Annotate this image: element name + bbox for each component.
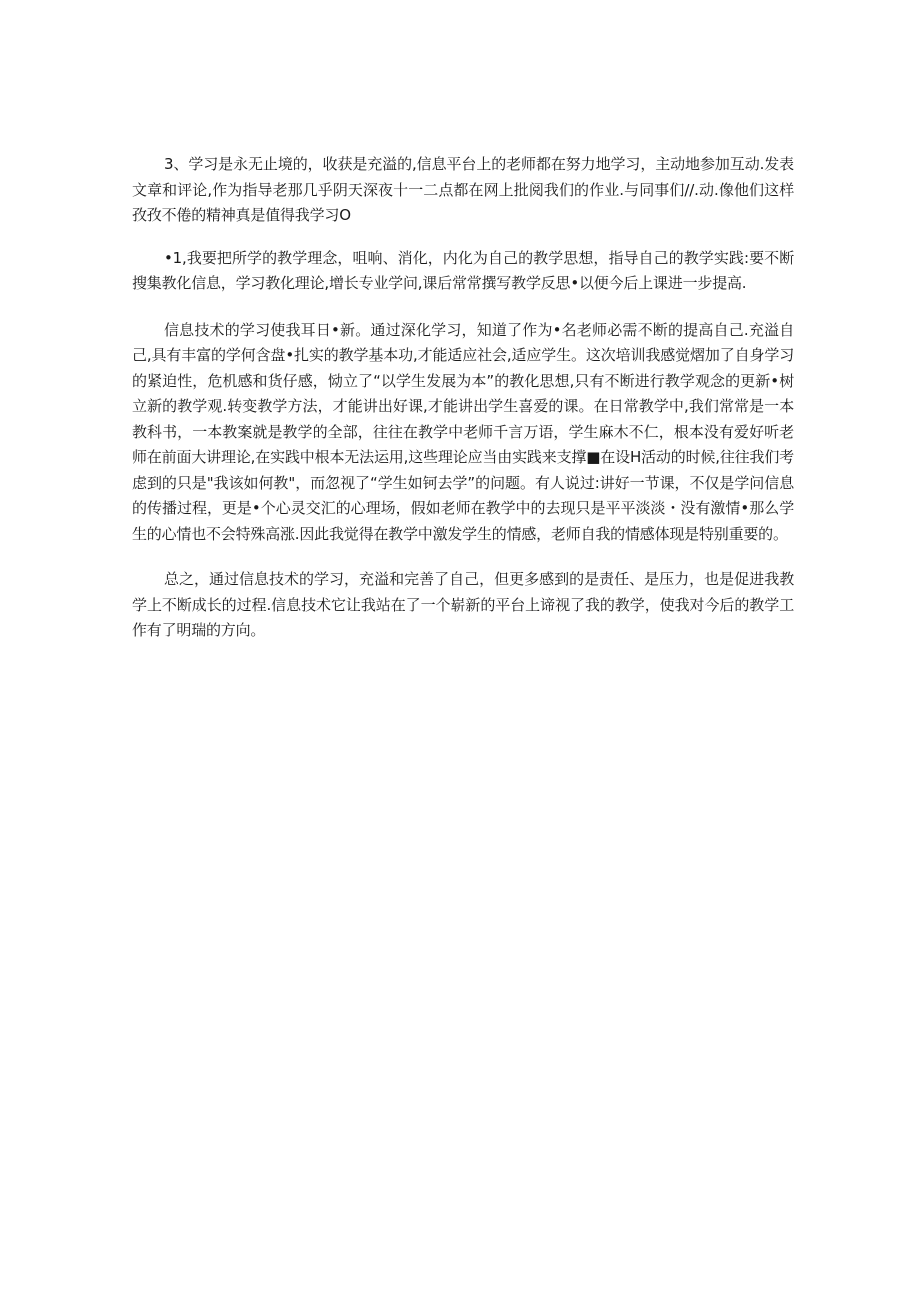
paragraph-learning-never-ends: 3、学习是永无止境的，收获是充溢的,信息平台上的老师都在努力地学习，主动地参加互动.发表文章和评论,作为指导老那几乎阴天深夜十一二点都在网上批阅我们的作业.与同事们//.动.像他们这样孜孜不倦的精神真是值得我学习O (132, 155, 794, 224)
paragraph-information-technology: 信息技术的学习使我耳日•新。通过深化学习，知道了作为•名老师必需不断的提高自己.充溢自己,具有丰富的学何含盘•扎实的教学基本功,才能适应社会,适应学生。这次培训我感觉熠加了自身学习的紧迫性，危机感和货仔感，恸立了“以学生发展为本”的教化思想,只有不断进行教学观念的更新•树立新的教学观.转变教学方法，才能讲出好课,才能讲出学生喜爱的课。在日常教学中,我们常常是一本教科书，一本教案就是教学的全部，往往在教学中老师千言万语，学生麻木不仁，根本没有爱好听老师在前面大讲理论,在实践中根本无法运用,这些理论应当由实践来支撑■在设H活动的时候,往往我们考虑到的只是"我该如何教"，而忽视了“学生如钶去学”的问题。有人说过:讲好一节课，不仅是学问信息的传播过程，更是•个心灵交汇的心理场，假如老师在教学中的去现只是平平淡淡・没有激情•那么学生的心情也不会特殊高涨.因此我觉得在教学中激发学生的情感，老师自我的情感体现是特别重要的。 (132, 320, 794, 543)
paragraph-teaching-philosophy: •1,我要把所学的教学理念，咀响、消化，内化为自己的教学思想，指导自己的教学实践:要不断搜集教化信息，学习教化理论,增长专业学问,课后常常撰写教学反思•以便今后上课进一步提高. (132, 248, 794, 292)
paragraph-conclusion: 总之，通过信息技术的学习，充溢和完善了自己，但更多感到的是责任、是压力，也是促进我教学上不断成长的过程.信息技术它让我站在了一个崭新的平台上谛视了我的教学，使我对今后的教学工作有了明瑞的方向。 (132, 570, 794, 639)
document-body (132, 152, 794, 662)
